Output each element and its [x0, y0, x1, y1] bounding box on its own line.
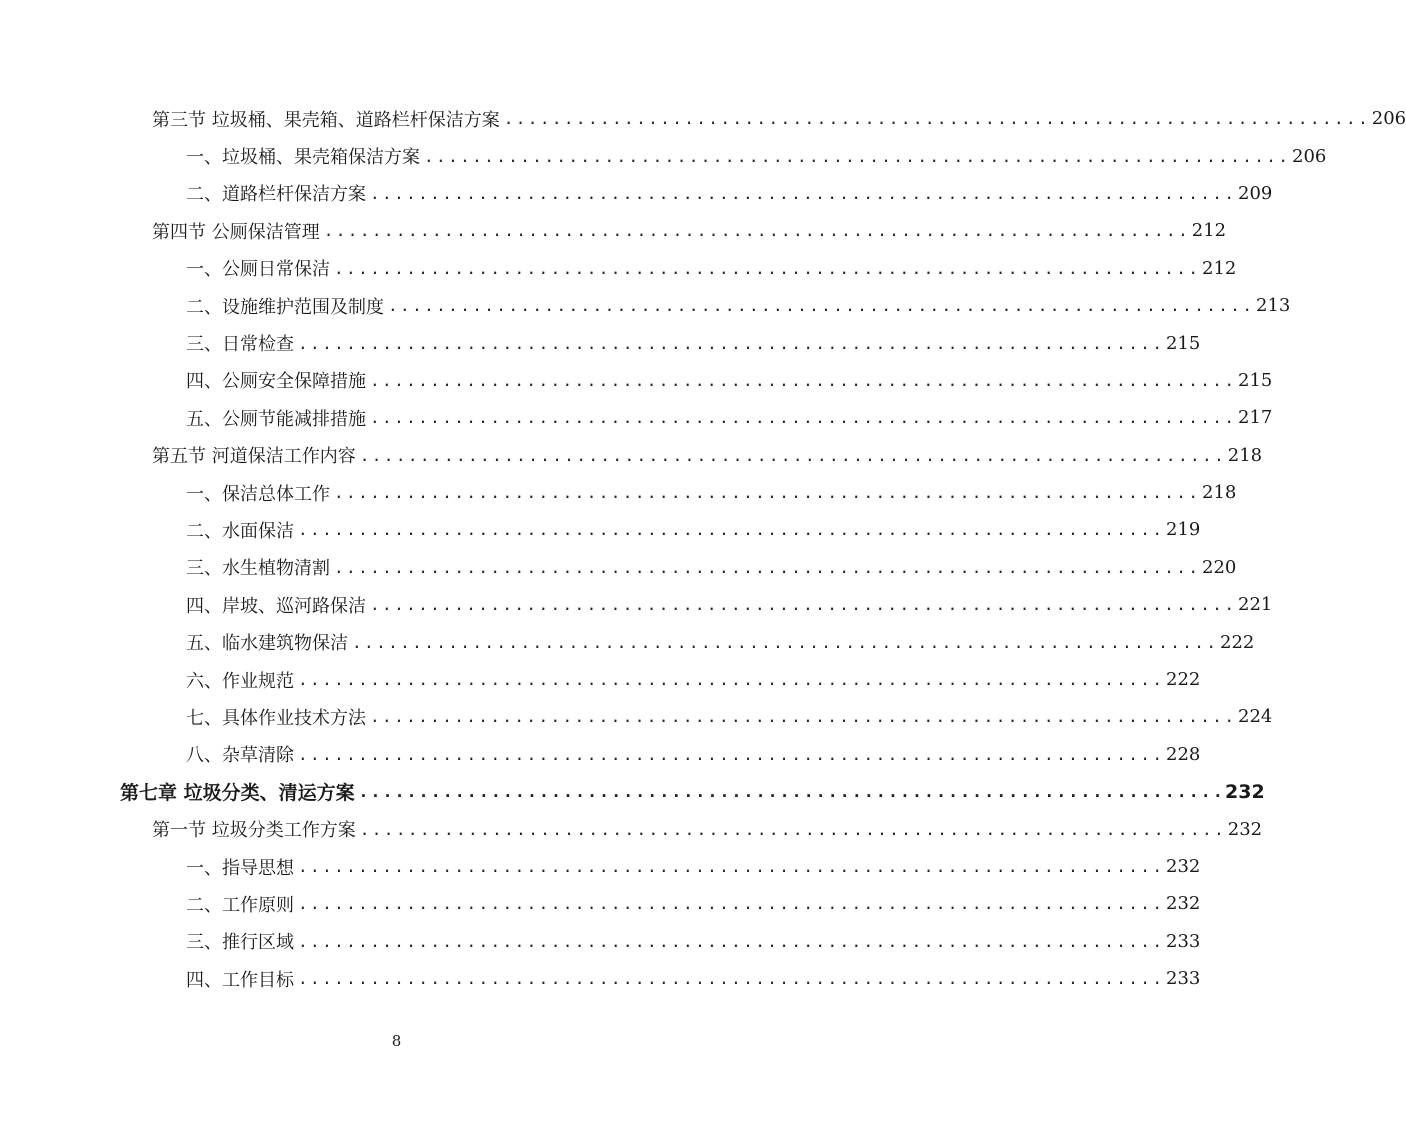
toc-section-entry[interactable]	[0, 212, 1227, 249]
toc-entry-title: 一、指导思想	[186, 857, 294, 879]
toc-leader-dots: ........................................................................	[298, 333, 1165, 353]
toc-leader-dots: ........................................................................	[359, 445, 1227, 465]
toc-leader-dots: ........................................................................	[334, 483, 1201, 503]
toc-entry-title: 四、公厕安全保障措施	[186, 371, 366, 393]
toc-leader-dots: ........................................................................	[323, 221, 1191, 241]
toc-item-entry[interactable]	[0, 324, 1201, 361]
toc-leader-dots: ........................................................................	[370, 707, 1237, 727]
toc-item-entry[interactable]	[0, 399, 1273, 436]
toc-item-entry[interactable]	[0, 623, 1255, 660]
toc-item-entry[interactable]	[0, 848, 1201, 885]
toc-entry-title: 一、垃圾桶、果壳箱保洁方案	[186, 147, 420, 169]
toc-section-entry[interactable]	[0, 437, 1263, 474]
toc-item-entry[interactable]	[0, 661, 1201, 698]
toc-entry-title: 六、作业规范	[186, 670, 294, 692]
toc-leader-dots: ........................................................................	[298, 744, 1165, 764]
toc-entry-title: 三、日常检查	[186, 334, 294, 356]
toc-entry-title: 一、公厕日常保洁	[186, 259, 330, 281]
toc-entry-page: 232	[1166, 893, 1201, 915]
toc-leader-dots: ........................................................................	[370, 370, 1237, 390]
toc-leader-dots: ........................................................................	[370, 408, 1237, 428]
toc-item-entry[interactable]	[0, 549, 1237, 586]
toc-item-entry[interactable]	[0, 960, 1201, 997]
toc-entry-page: 219	[1166, 519, 1201, 541]
toc-entry-title: 第一节 垃圾分类工作方案	[152, 820, 356, 842]
toc-leader-dots: ........................................................................	[334, 258, 1201, 278]
toc-entry-page: 213	[1256, 295, 1291, 317]
toc-leader-dots: ........................................................................	[503, 109, 1371, 129]
toc-item-entry[interactable]	[0, 586, 1273, 623]
toc-entry-title: 二、水面保洁	[186, 520, 294, 542]
table-of-contents	[0, 100, 1406, 997]
toc-entry-page: 212	[1191, 220, 1227, 242]
toc-entry-page: 224	[1238, 706, 1273, 728]
toc-item-entry[interactable]	[0, 923, 1201, 960]
toc-entry-title: 三、水生植物清割	[186, 558, 330, 580]
toc-entry-page: 212	[1202, 257, 1237, 279]
toc-entry-title: 三、推行区域	[186, 932, 294, 954]
toc-item-entry[interactable]	[0, 736, 1201, 773]
toc-entry-page: 215	[1238, 369, 1273, 391]
toc-entry-title: 一、保洁总体工作	[186, 483, 330, 505]
toc-entry-page: 222	[1220, 631, 1255, 653]
toc-entry-page: 221	[1238, 594, 1273, 616]
toc-section-entry[interactable]	[0, 810, 1263, 847]
toc-entry-page: 232	[1227, 818, 1263, 840]
toc-item-entry[interactable]	[0, 698, 1273, 735]
toc-entry-title: 八、杂草清除	[186, 745, 294, 767]
toc-entry-page: 228	[1166, 743, 1201, 765]
toc-entry-page: 220	[1202, 556, 1237, 578]
toc-leader-dots: ........................................................................	[352, 632, 1219, 652]
toc-section-entry[interactable]	[0, 100, 1406, 137]
toc-entry-page: 218	[1202, 482, 1237, 504]
toc-entry-page: 206	[1371, 108, 1406, 130]
toc-item-entry[interactable]	[0, 885, 1201, 922]
toc-leader-dots: ........................................................................	[298, 670, 1165, 690]
toc-entry-title: 二、道路栏杆保洁方案	[186, 184, 366, 206]
toc-chapter-entry[interactable]	[0, 773, 1265, 810]
toc-item-entry[interactable]	[0, 474, 1237, 511]
toc-item-entry[interactable]	[0, 137, 1327, 174]
toc-item-entry[interactable]	[0, 250, 1237, 287]
toc-leader-dots: ........................................................................	[298, 969, 1165, 989]
toc-entry-page: 209	[1238, 182, 1273, 204]
toc-entry-title: 第七章 垃圾分类、清运方案	[120, 782, 355, 805]
toc-entry-page: 215	[1166, 332, 1201, 354]
page-number: 8	[391, 1032, 402, 1050]
toc-entry-title: 第四节 公厕保洁管理	[152, 221, 320, 243]
toc-item-entry[interactable]	[0, 362, 1273, 399]
toc-entry-title: 五、临水建筑物保洁	[186, 633, 348, 655]
toc-leader-dots: ........................................................................	[359, 819, 1227, 839]
toc-entry-page: 218	[1227, 444, 1263, 466]
toc-item-entry[interactable]	[0, 511, 1201, 548]
toc-leader-dots: ........................................................................	[370, 183, 1237, 203]
toc-entry-page: 233	[1166, 930, 1201, 952]
toc-entry-title: 第五节 河道保洁工作内容	[152, 446, 356, 468]
toc-entry-title: 四、岸坡、巡河路保洁	[186, 595, 366, 617]
toc-entry-title: 五、公厕节能减排措施	[186, 408, 366, 430]
toc-leader-dots: ........................................................................	[334, 557, 1201, 577]
toc-entry-page: 232	[1225, 780, 1265, 803]
toc-leader-dots: ........................................................................	[370, 595, 1237, 615]
toc-entry-page: 233	[1166, 968, 1201, 990]
toc-entry-page: 232	[1166, 856, 1201, 877]
toc-entry-title: 二、设施维护范围及制度	[186, 296, 384, 318]
toc-entry-page: 206	[1292, 145, 1327, 167]
toc-item-entry[interactable]	[0, 287, 1291, 324]
toc-entry-title: 第三节 垃圾桶、果壳箱、道路栏杆保洁方案	[152, 109, 500, 131]
toc-leader-dots: ........................................................................	[358, 782, 1225, 802]
toc-entry-title: 四、工作目标	[186, 969, 294, 991]
toc-leader-dots: ........................................................................	[298, 931, 1165, 951]
toc-item-entry[interactable]	[0, 175, 1273, 212]
toc-leader-dots: ........................................................................	[424, 146, 1291, 166]
toc-leader-dots: ........................................................................	[298, 857, 1165, 876]
toc-entry-title: 二、工作原则	[186, 894, 294, 916]
toc-entry-title: 七、具体作业技术方法	[186, 707, 366, 729]
toc-leader-dots: ........................................................................	[298, 520, 1165, 540]
toc-leader-dots: ........................................................................	[388, 296, 1255, 316]
toc-entry-page: 217	[1238, 407, 1273, 429]
toc-entry-page: 222	[1166, 669, 1201, 691]
toc-leader-dots: ........................................................................	[298, 894, 1165, 914]
